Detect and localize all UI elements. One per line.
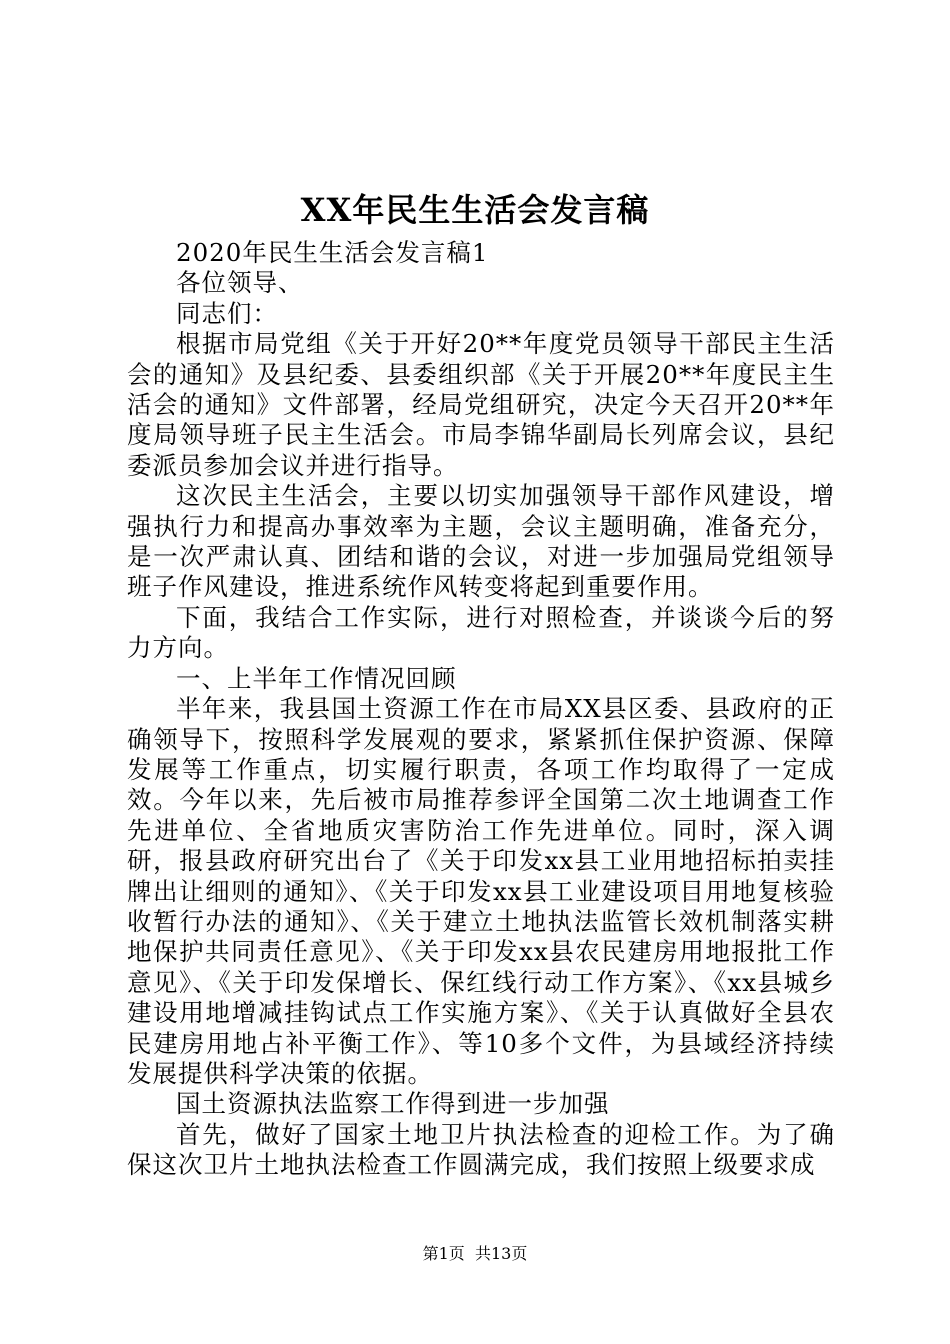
- section-heading-enforcement: 国土资源执法监察工作得到进一步加强: [176, 1089, 610, 1119]
- document-title: XX年民生生活会发言稿: [300, 191, 650, 229]
- page-footer: [0, 1242, 950, 1266]
- page-number: 第1页: [422, 1244, 465, 1263]
- paragraph-meeting-theme: 这次民主生活会，主要以切实加强领导干部作风建设，增强执行力和提高办事效率为主题，会议主题明确，准备充分，是一次严肃认真、团结和谐的会议，对进一步加强局党组领导班子作风建设，推进系统作风转变将起到重要作用。: [127, 481, 835, 602]
- section-heading-review: 一、上半年工作情况回顾: [176, 663, 457, 693]
- paragraph-enforcement: 首先，做好了国家土地卫片执法检查的迎检工作。为了确保这次卫片土地执法检查工作圆满完成，我们按照上级要求成: [127, 1119, 835, 1180]
- paragraph-meeting-notice: 根据市局党组《关于开好20**年度党员领导干部民主生活会的通知》及县纪委、县委组织部《关于开展20**年度民主生活会的通知》文件部署，经局党组研究，决定今天召开20**年度局领导班子民主生活会。市局李锦华副局长列席会议，县纪委派员参加会议并进行指导。: [127, 329, 835, 480]
- paragraph-subtitle: 2020年民生生活会发言稿1: [176, 238, 489, 267]
- paragraph-salutation-leaders: 各位领导、: [176, 268, 304, 298]
- paragraph-salutation-comrades: 同志们：: [176, 298, 278, 328]
- page-total: 共13页: [474, 1244, 528, 1263]
- paragraph-intro: 下面，我结合工作实际，进行对照检查，并谈谈今后的努力方向。: [127, 602, 835, 663]
- paragraph-work-review: 半年来，我县国土资源工作在市局XX县区委、县政府的正确领导下，按照科学发展观的要求，紧紧抓住保护资源、保障发展等工作重点，切实履行职责，各项工作均取得了一定成效。今年以来，先后被市局推荐参评全国第二次土地调查工作先进单位、全省地质灾害防治工作先进单位。同时，深入调研，报县政府研究出台了《关于印发xx县工业用地招标拍卖挂牌出让细则的通知》、《关于印发xx县工业建设项目用地复核验收暂行办法的通知》、《关于建立土地执法监管长效机制落实耕地保护共同责任意见》、《关于印发xx县农民建房用地报批工作意见》、《关于印发保增长、保红线行动工作方案》、《xx县城乡建设用地增减挂钩试点工作实施方案》、《关于认真做好全县农民建房用地占补平衡工作》、等10多个文件，为县域经济持续发展提供科学决策的依据。: [127, 694, 835, 1088]
- document-body: [127, 238, 835, 1181]
